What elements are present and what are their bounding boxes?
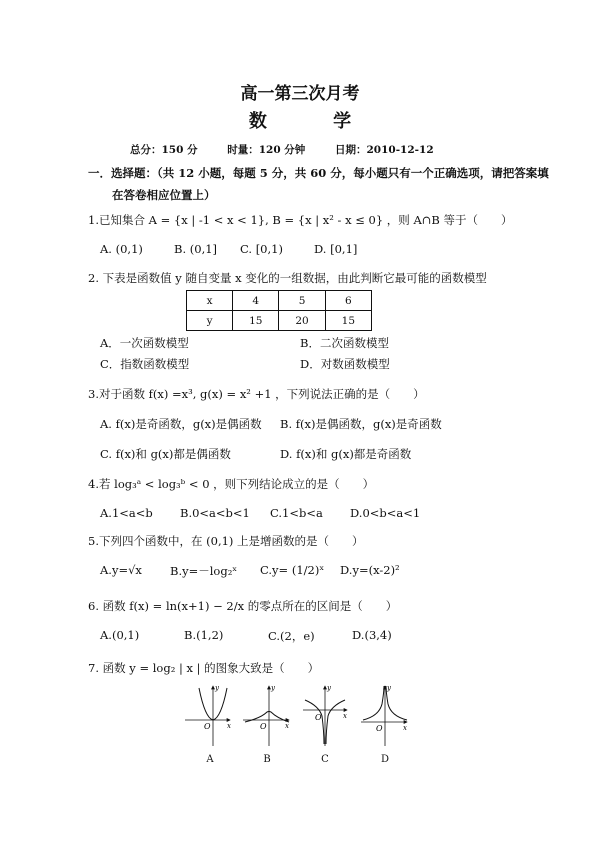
q1-options [100,242,357,256]
table-cell: 5 [279,291,325,311]
curve-left [363,686,384,720]
q2-option-c: C．指数函数模型 [100,357,190,371]
q4-stem: 若 log₃ᵃ < log₃ᵇ < 0 ，则下列结论成立的是（ ） [98,477,375,491]
table-cell: x [187,291,233,311]
q6-options [100,628,392,644]
table-cell: 6 [325,291,371,311]
graph-label-d: D [380,754,390,765]
q6-option-a: A.(0,1) [100,628,140,642]
q1-stem: 已知集合 A = {x | -1 < x < 1}, B = {x | x² - x ≤ 0} ，则 A∩B 等于（ ） [98,213,513,227]
q5-option-a: A.y=√x [100,563,142,577]
q7-graphs [175,682,425,752]
q4-option-d: D.0<b<a<1 [350,506,421,520]
q3-option-c: C. f(x)和 g(x)都是偶函数 [100,447,231,461]
curve [245,712,289,723]
origin-label: O [376,724,383,733]
section-heading: 一．选择题：（共 12 小题，每题 5 分，共 60 分，每小题只有一个正确选项，请把答案填 [88,166,549,180]
table-row [187,291,372,311]
table-cell: y [187,311,233,331]
q5-option-d: D.y=(x-2)² [340,563,400,577]
q6-option-d: D.(3,4) [352,628,392,642]
q7-num: 7. [88,661,99,675]
graph-c [303,684,347,746]
q1-num: 1. [88,213,99,227]
x-label: x [343,712,347,720]
question-5 [88,533,364,549]
x-label: x [403,724,407,732]
y-label: y [387,684,391,692]
table-cell: 15 [233,311,279,331]
q2-option-b: B．二次函数模型 [300,336,389,350]
q7-stem: 函数 y = log₂ | x | 的图象大致是（ ） [102,661,320,675]
graph-a [185,684,231,746]
q5-num: 5. [88,534,99,548]
q2-data-table [186,290,372,331]
table-cell: 4 [233,291,279,311]
exam-date: 日期：2010-12-12 [334,144,434,156]
curve-right [326,700,345,744]
y-label: y [215,684,219,692]
q6-option-c: C.(2，e) [268,629,315,643]
exam-meta [130,142,460,157]
question-4 [88,476,374,492]
y-label: y [327,684,331,692]
question-2 [88,270,487,286]
x-label: x [227,722,231,730]
origin-label: O [204,722,211,731]
q5-option-c: C.y= (1/2)ˣ [260,563,325,577]
y-label: y [271,684,275,692]
graph-b [243,684,289,746]
q1-option-a: A. (0,1) [100,242,143,256]
q5-options [100,563,400,579]
q3-option-d: D. f(x)和 g(x)都是奇函数 [280,447,412,461]
q4-option-b: B.0<a<b<1 [180,506,250,520]
question-7 [88,660,319,676]
question-6 [88,598,397,614]
table-cell: 20 [279,311,325,331]
graph-label-c: C [321,754,329,765]
q1-option-d: D. [0,1] [314,242,358,256]
q1-option-b: B. (0,1] [174,242,218,256]
origin-label: O [260,722,267,731]
q4-num: 4. [88,477,99,491]
q3-stem: 对于函数 f(x) =x³, g(x) = x² +1 ，下列说法正确的是（ ） [98,387,425,401]
curve-left [305,700,324,744]
q2-option-a: A．一次函数模型 [100,336,189,350]
q6-option-b: B.(1,2) [184,628,224,642]
q4-options [100,506,420,520]
exam-subject: 数 学 [248,111,382,132]
table-cell: 15 [325,311,371,331]
section-heading-cont: 在答卷相应位置上） [112,188,216,202]
exam-time: 时量：120 分钟 [227,144,306,156]
q3-option-b: B. f(x)是偶函数，g(x)是奇函数 [280,417,442,431]
q6-num: 6. [88,599,99,613]
graph-d [361,684,407,746]
q5-option-b: B.y=－log₂ˣ [170,564,238,578]
graph-label-b: B [263,754,271,765]
q1-option-c: C. [0,1) [240,242,283,256]
q6-stem: 函数 f(x) = ln(x+1) − 2/x 的零点所在的区间是（ ） [102,599,398,613]
q5-stem: 下列四个函数中，在 (0,1) 上是增函数的是（ ） [98,534,364,548]
q2-option-d: D．对数函数模型 [300,357,390,371]
q4-option-a: A.1<a<b [100,506,153,520]
q3-num: 3. [88,387,99,401]
question-1 [88,212,513,228]
graph-label-a: A [206,754,214,765]
question-3 [88,386,425,402]
x-label: x [285,722,289,730]
q2-num: 2. [88,271,99,285]
exam-score: 总分：150 分 [130,144,198,156]
exam-title: 高一第三次月考 [240,84,360,104]
origin-label: O [315,713,322,722]
q2-stem: 下表是函数值 y 随自变量 x 变化的一组数据，由此判断它最可能的函数模型 [102,271,487,285]
table-row [187,311,372,331]
q4-option-c: C.1<b<a [270,506,323,520]
q3-option-a: A. f(x)是奇函数，g(x)是偶函数 [100,417,262,431]
